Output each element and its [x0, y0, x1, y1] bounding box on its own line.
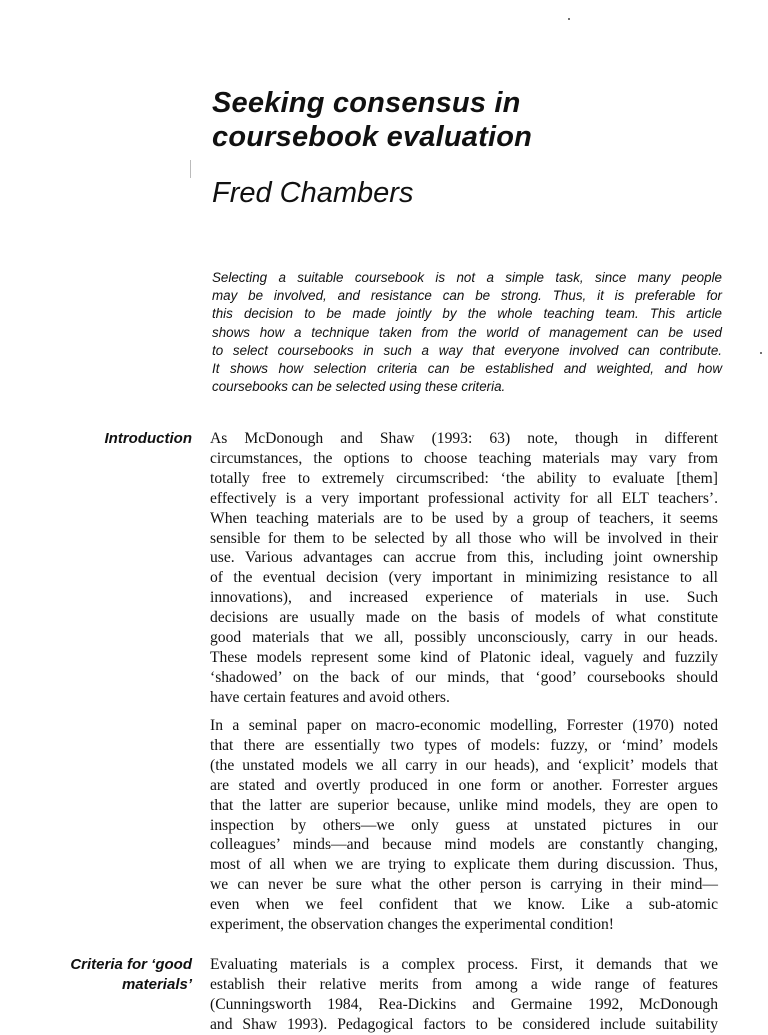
body-line: circumstances, the options to choose teaching materials may vary from — [210, 449, 718, 467]
body-line: use. Various advantages can accrue from this, including joint ownership — [210, 549, 718, 567]
body-line: inspection by others—we only guess at unstated pictures in our — [210, 816, 718, 834]
body-line: ‘shadowed’ on the back of our minds, that ‘good’ coursebooks should — [210, 668, 718, 686]
scan-speck — [190, 160, 191, 178]
abstract-line: may be involved, and resistance can be strong. Thus, it is preferable for — [212, 288, 722, 304]
body-line: have certain features and avoid others. — [210, 688, 450, 706]
body-line: When teaching materials are to be used by a group of teachers, it seems — [210, 509, 718, 527]
section-heading-criteria — [12, 955, 192, 995]
body-line: of the eventual decision (very important in minimizing resistance to all — [210, 569, 718, 587]
article-title — [212, 86, 732, 154]
section-heading-line: Introduction — [104, 430, 192, 447]
body-line: innovations), and increased experience of materials in use. Such — [210, 589, 718, 607]
abstract-line: coursebooks can be selected using these criteria. — [212, 379, 506, 395]
scan-speck — [568, 18, 570, 20]
body-line: As McDonough and Shaw (1993: 63) note, though in different — [210, 430, 718, 447]
section-heading-introduction — [12, 429, 192, 449]
abstract-line: It shows how selection criteria can be established and weighted, and how — [212, 361, 722, 377]
body-line: These models represent some kind of Platonic ideal, vaguely and fuzzily — [210, 648, 718, 666]
abstract-line: shows how a technique taken from the world of management can be used — [212, 324, 722, 340]
body-line: (Cunningsworth 1984, Rea-Dickins and Germaine 1992, McDonough — [210, 995, 718, 1013]
body-line: that the latter are superior because, unlike mind models, they are open to — [210, 796, 718, 814]
section-heading-line: materials’ — [121, 976, 192, 993]
body-line: effectively is a very important professional activity for all ELT teachers’. — [210, 489, 718, 507]
scan-speck — [760, 352, 762, 354]
title-line: Seeking consensus in — [212, 87, 521, 119]
body-line: (the unstated models we all carry in our heads), and ‘explicit’ models that — [210, 756, 718, 774]
body-line: In a seminal paper on macro-economic modelling, Forrester (1970) noted — [210, 717, 718, 734]
body-line: totally free to extremely circumscribed: ‘the ability to evaluate [them] — [210, 469, 718, 487]
criteria-paragraph-1 — [210, 955, 718, 1035]
body-line: sensible for them to be selected by all those who will be involved in their — [210, 529, 718, 547]
body-line: are stated and overtly produced in one form or another. Forrester argues — [210, 776, 718, 794]
body-line: and Shaw 1993). Pedagogical factors to be considered include suitability — [210, 1015, 718, 1033]
abstract-line: to select coursebooks in such a way that everyone involved can contribute. — [212, 342, 722, 358]
body-line: we can never be sure what the other person is carrying in their mind— — [210, 876, 718, 894]
body-line: that there are essentially two types of models: fuzzy, or ‘mind’ models — [210, 736, 718, 754]
abstract-line: Selecting a suitable coursebook is not a simple task, since many people — [212, 270, 722, 285]
body-line: colleagues’ minds—and because mind models are constantly changing, — [210, 836, 718, 854]
body-line: decisions are usually made on the basis of models of what constitute — [210, 609, 718, 627]
abstract-line: this decision to be made jointly by the whole teaching team. This article — [212, 306, 722, 322]
body-line: most of all when we are trying to explicate them during discussion. Thus, — [210, 856, 718, 874]
body-line: Evaluating materials is a complex process. First, it demands that we — [210, 956, 718, 973]
author-name: Fred Chambers — [212, 177, 414, 209]
body-line: establish their relative merits from among a wide range of features — [210, 975, 718, 993]
body-line: good materials that we all, possibly unconsciously, carry in our heads. — [210, 629, 718, 647]
section-heading-line: Criteria for ‘good — [70, 956, 192, 973]
title-line: coursebook evaluation — [212, 121, 533, 153]
body-line: experiment, the observation changes the experimental condition! — [210, 916, 614, 934]
introduction-paragraph-2 — [210, 716, 718, 935]
body-line: even when we feel confident that we know. Like a sub-atomic — [210, 896, 718, 914]
abstract — [212, 269, 722, 396]
introduction-paragraph-1 — [210, 429, 718, 708]
